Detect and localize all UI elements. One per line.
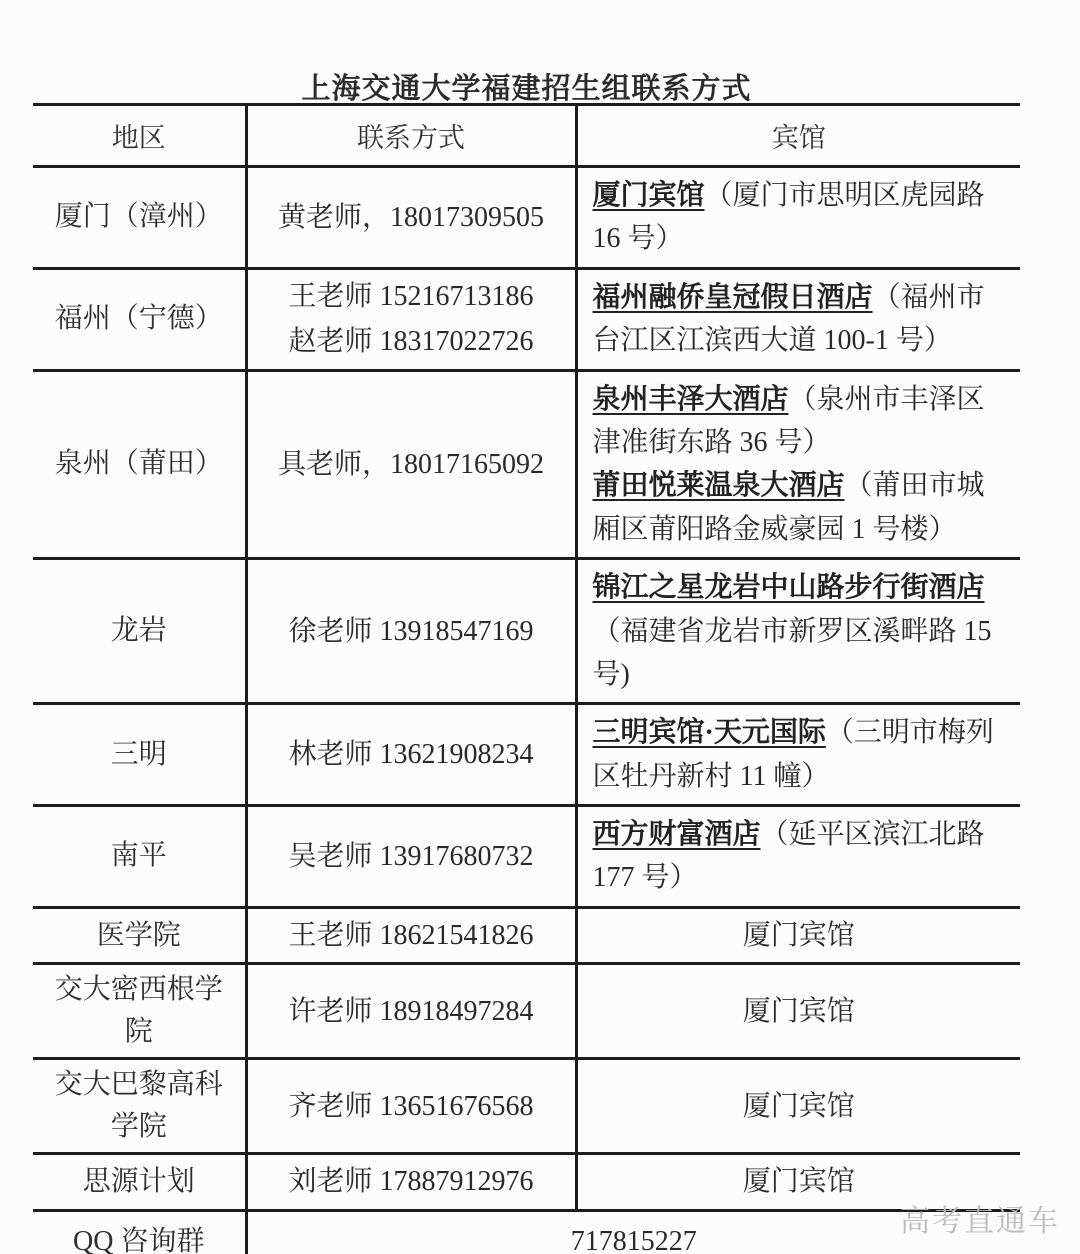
contact-line: 赵老师 18317022726 [288,326,534,358]
table-row-qq-group [33,1210,1020,1254]
contact-cell [246,806,576,908]
table-row-michigan [33,964,1020,1059]
region-cell: 厦门（漳州） [33,167,246,269]
region-cell: 龙岩 [33,559,246,704]
contact-line: 王老师 15216713186 [288,280,534,312]
contact-line: 齐老师 13651676568 [288,1090,534,1122]
contact-line: 许老师 18918497284 [288,995,534,1027]
column-header-hotel: 宾馆 [576,105,1020,167]
hotel-cell: 厦门宾馆 [576,1154,1020,1210]
hotel-cell: 厦门宾馆 [576,1059,1020,1154]
contact-cell [246,167,576,269]
hotel-cell [576,268,1020,370]
contact-line: 徐老师 13918547169 [288,615,534,647]
page-title: 上海交通大学福建招生组联系方式 [301,73,752,105]
hotel-name: 西方财富酒店 [592,819,761,851]
table-row-siyuan [33,1154,1020,1210]
contact-cell [246,559,576,704]
hotel-address: （泉州市丰泽区津准街东路 36 号） [592,383,985,458]
contact-line: 吴老师 13917680732 [288,840,534,872]
hotel-name: 莆田悦莱温泉大酒店 [592,470,845,502]
column-header-contact: 联系方式 [246,105,576,167]
hotel-address: （福州市台江区江滨西大道 100-1 号） [592,281,985,357]
contact-line: 具老师，18017165092 [277,448,544,480]
hotel-address: （福建省龙岩市新罗区溪畔路 15 号) [592,615,992,690]
qq-group-number-cell: 717815227 [246,1210,1020,1254]
hotel-name: 锦江之星龙岩中山路步行街酒店 [592,572,985,604]
table-row-xiamen [33,167,1020,269]
hotel-cell [576,370,1020,559]
region-cell: QQ 咨询群 [33,1210,246,1254]
contact-cell [246,268,576,370]
contact-cell [246,1059,576,1154]
table-row-quanzhou [33,370,1020,559]
contact-table [33,103,1020,1254]
contact-line: 刘老师 17887912976 [288,1166,534,1198]
region-cell: 福州（宁德） [33,268,246,370]
hotel-cell [576,559,1020,704]
contact-line: 王老师 18621541826 [288,919,534,951]
column-header-region: 地区 [33,105,246,167]
table-row-yixueyuan [33,907,1020,963]
hotel-entry [593,378,1006,465]
hotel-cell [576,806,1020,908]
hotel-address: （厦门市思明区虎园路 16 号） [592,180,985,255]
hotel-cell: 厦门宾馆 [576,907,1020,963]
contact-cell [246,704,576,806]
region-cell: 三明 [33,704,246,806]
table-row-longyan [33,559,1020,704]
region-cell: 思源计划 [33,1154,246,1210]
hotel-name: 三明宾馆·天元国际 [592,717,826,749]
table-header-row [33,105,1020,167]
hotel-cell [576,167,1020,269]
region-cell: 医学院 [33,907,246,963]
table-row-paristech [33,1059,1020,1154]
region-cell: 交大巴黎高科学院 [33,1059,246,1154]
table-row-fuzhou [33,268,1020,370]
hotel-address: （延平区滨江北路 177 号） [592,819,985,894]
hotel-entry [593,464,1006,551]
contact-line: 黄老师，18017309505 [277,201,544,233]
hotel-cell [576,704,1020,806]
contact-cell [246,907,576,963]
region-cell: 泉州（莆田） [33,370,246,559]
contact-cell [246,964,576,1059]
table-row-sanming [33,704,1020,806]
hotel-cell: 厦门宾馆 [576,964,1020,1059]
hotel-name: 厦门宾馆 [592,180,705,211]
table-row-nanping [33,806,1020,908]
hotel-address: （莆田市城厢区莆阳路金威豪园 1 号楼） [592,470,985,545]
hotel-name: 泉州丰泽大酒店 [592,383,789,415]
contact-cell [246,370,576,559]
watermark-gaokao-zhitongche: 高考直通车 [900,1205,1060,1238]
contact-line: 林老师 13621908234 [288,739,534,770]
hotel-address: （三明市梅列区牡丹新村 11 幢） [592,717,994,792]
region-cell: 交大密西根学院 [33,964,246,1059]
region-cell: 南平 [33,806,246,908]
hotel-name: 福州融侨皇冠假日酒店 [592,281,873,313]
contact-cell [246,1154,576,1210]
